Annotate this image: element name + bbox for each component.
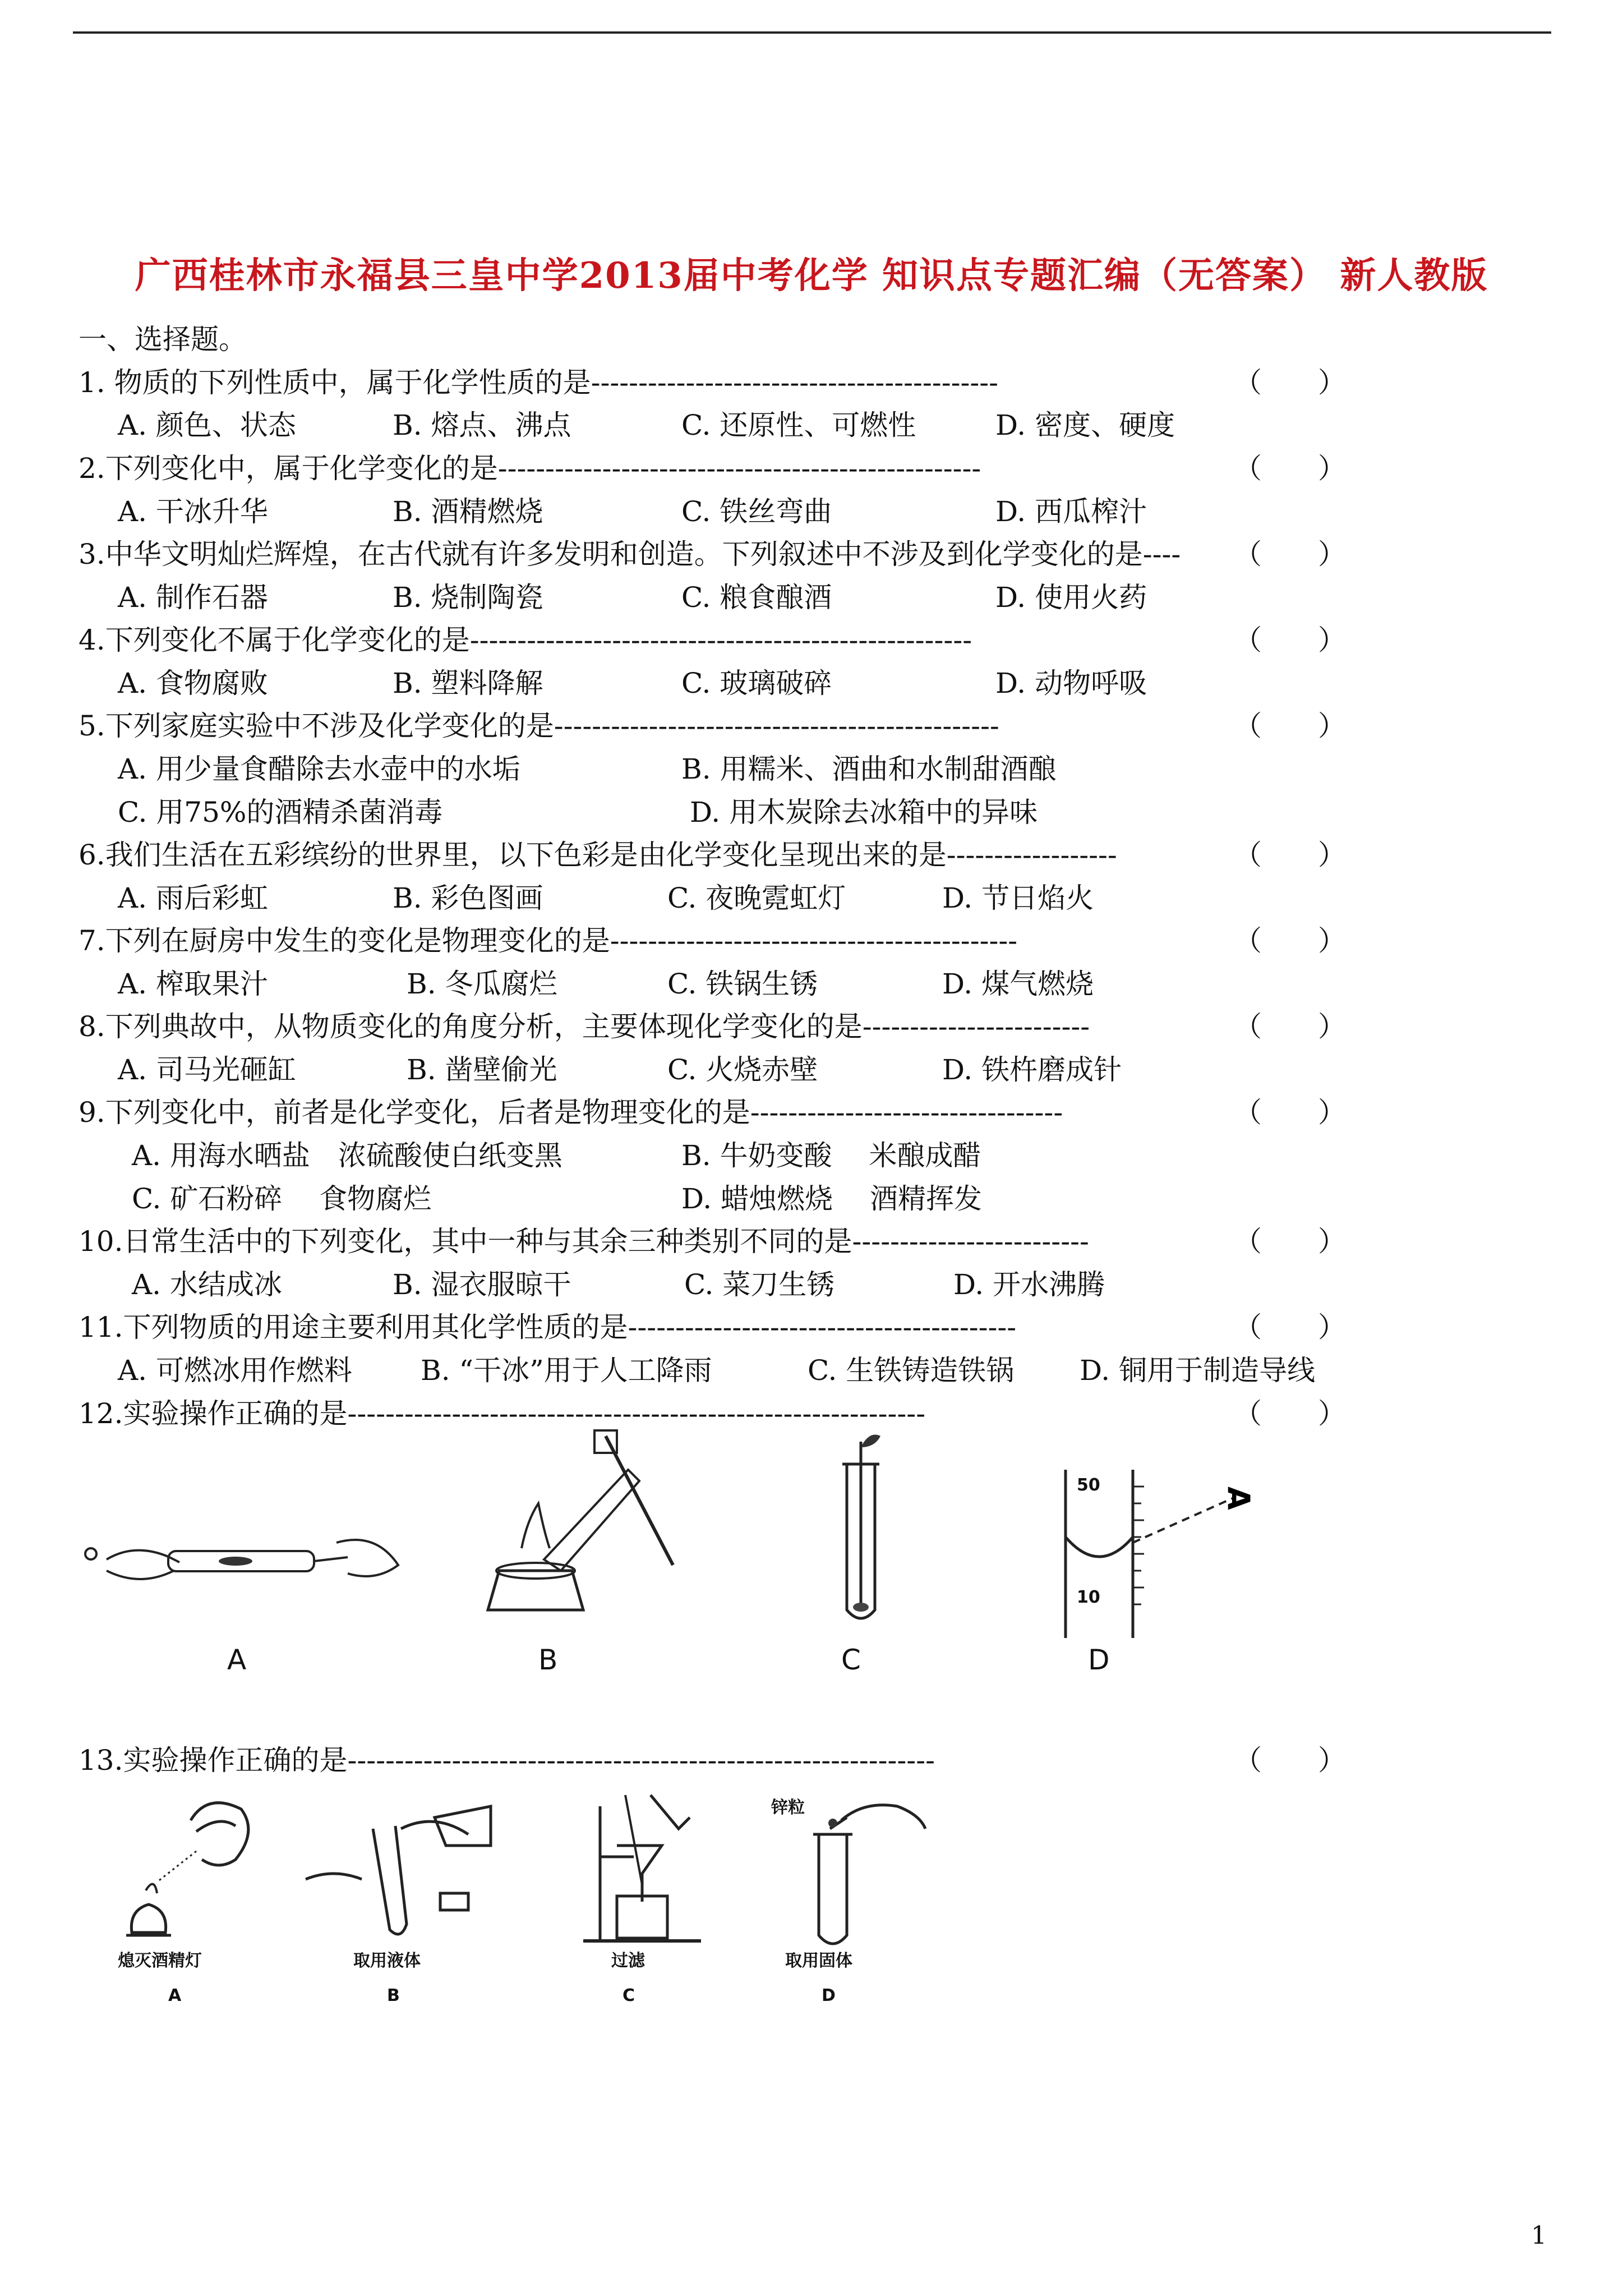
answer-paren-9[interactable]: （ ）	[1234, 1096, 1346, 1129]
q13-caption-c: 过滤	[611, 1951, 645, 1971]
svg-text:A: A	[1221, 1487, 1256, 1510]
q4-option-b: B. 塑料降解	[393, 667, 543, 700]
page-number: 1	[1531, 2221, 1547, 2250]
q2-option-c: C. 铁丝弯曲	[681, 495, 832, 528]
q5-option-d: D. 用木炭除去冰箱中的异味	[690, 796, 1038, 829]
q13-figure-a	[123, 1798, 269, 1963]
q13-label-a: A	[168, 1986, 182, 2005]
q10-option-d: D. 开水沸腾	[953, 1268, 1105, 1301]
q3-option-c: C. 粮食酿酒	[681, 581, 832, 614]
q2-option-b: B. 酒精燃烧	[393, 495, 543, 528]
q2-option-a: A. 干冰升华	[118, 495, 268, 528]
q13-caption-a: 熄灭酒精灯	[118, 1951, 202, 1971]
question-10: 10.日常生活中的下列变化，其中一种与其余三种类别不同的是-------------------------	[79, 1225, 1089, 1258]
q6-option-a: A. 雨后彩虹	[118, 882, 268, 914]
q13-figure-d	[785, 1789, 931, 1960]
answer-paren-2[interactable]: （ ）	[1234, 452, 1346, 485]
q9-option-d: D. 蜡烛燃烧 酒精挥发	[681, 1182, 982, 1215]
q6-option-b: B. 彩色图画	[393, 882, 543, 914]
question-3: 3.中华文明灿烂辉煌，在古代就有许多发明和创造。下列叙述中不涉及到化学变化的是----	[79, 538, 1181, 570]
question-2: 2.下列变化中，属于化学变化的是---------------------------------------------------	[79, 452, 981, 485]
answer-paren-1[interactable]: （ ）	[1234, 366, 1346, 399]
q13-figure-c	[578, 1795, 712, 1966]
question-9: 9.下列变化中，前者是化学变化，后者是物理变化的是---------------------------------	[79, 1096, 1063, 1129]
q5-option-a: A. 用少量食醋除去水壶中的水垢	[118, 753, 520, 785]
q8-option-d: D. 铁杵磨成针	[942, 1053, 1122, 1086]
answer-paren-5[interactable]: （ ）	[1234, 710, 1346, 742]
q11-option-b: B. “干冰”用于人工降雨	[421, 1354, 712, 1387]
answer-paren-12[interactable]: （ ）	[1234, 1397, 1346, 1430]
answer-paren-8[interactable]: （ ）	[1234, 1010, 1346, 1043]
q11-option-c: C. 生铁铸造铁锅	[808, 1354, 1015, 1387]
question-4: 4.下列变化不属于化学变化的是-----------------------------------------------------	[79, 624, 972, 656]
q4-option-a: A. 食物腐败	[118, 667, 268, 700]
q12-scale-top: 50	[1077, 1475, 1100, 1495]
q9-option-b: B. 牛奶变酸 米酿成醋	[681, 1139, 981, 1172]
q1-option-a: A. 颜色、状态	[118, 409, 296, 441]
answer-paren-4[interactable]: （ ）	[1234, 624, 1346, 656]
section-heading: 一、选择题。	[79, 323, 247, 356]
answer-paren-13[interactable]: （ ）	[1234, 1744, 1346, 1777]
q8-option-c: C. 火烧赤壁	[667, 1053, 818, 1086]
q13-caption-d: 取用固体	[785, 1951, 852, 1971]
q7-option-d: D. 煤气燃烧	[942, 968, 1094, 1000]
question-6: 6.我们生活在五彩缤纷的世界里，以下色彩是由化学变化呈现出来的是------------------	[79, 839, 1117, 871]
q12-figure-c	[808, 1430, 920, 1635]
q4-option-d: D. 动物呼吸	[995, 667, 1147, 700]
q1-option-d: D. 密度、硬度	[995, 409, 1175, 441]
q4-option-c: C. 玻璃破碎	[681, 667, 832, 700]
question-5: 5.下列家庭实验中不涉及化学变化的是-----------------------------------------------	[79, 710, 999, 742]
q12-scale-bottom: 10	[1077, 1588, 1100, 1607]
q13-figure-b	[306, 1795, 496, 1960]
q13-label-b: B	[387, 1986, 400, 2005]
q3-option-d: D. 使用火药	[995, 581, 1147, 614]
q12-figure-a	[84, 1458, 398, 1629]
q12-label-b: B	[538, 1644, 558, 1676]
q13-zinc-label: 锌粒	[771, 1798, 805, 1818]
answer-paren-7[interactable]: （ ）	[1234, 924, 1346, 957]
q10-option-a: A. 水结成冰	[132, 1268, 282, 1301]
answer-paren-6[interactable]: （ ）	[1234, 839, 1346, 871]
q12-label-c: C	[841, 1644, 861, 1676]
q7-option-c: C. 铁锅生锈	[667, 968, 818, 1000]
q11-option-a: A. 可燃冰用作燃料	[118, 1354, 352, 1387]
q13-caption-b: 取用液体	[353, 1951, 421, 1971]
q13-label-c: C	[623, 1986, 635, 2005]
question-12: 12.实验操作正确的是-------------------------------------------------------------	[79, 1397, 926, 1430]
q1-option-b: B. 熔点、沸点	[393, 409, 571, 441]
q6-option-d: D. 节日焰火	[942, 882, 1094, 914]
question-7: 7.下列在厨房中发生的变化是物理变化的是-------------------------------------------	[79, 924, 1018, 957]
q12-figure-b	[477, 1419, 701, 1629]
q13-label-d: D	[822, 1986, 836, 2005]
q3-option-a: A. 制作石器	[118, 581, 268, 614]
answer-paren-10[interactable]: （ ）	[1234, 1225, 1346, 1258]
q12-label-a: A	[227, 1644, 247, 1676]
question-11: 11.下列物质的用途主要利用其化学性质的是-----------------------------------------	[79, 1311, 1017, 1343]
q9-option-c: C. 矿石粉碎 食物腐烂	[132, 1182, 432, 1215]
q12-label-d: D	[1088, 1644, 1110, 1676]
q1-option-c: C. 还原性、可燃性	[681, 409, 916, 441]
q7-option-b: B. 冬瓜腐烂	[407, 968, 557, 1000]
page-title: 广西桂林市永福县三皇中学2013届中考化学 知识点专题汇编（无答案） 新人教版	[135, 255, 1488, 297]
question-8: 8.下列典故中，从物质变化的角度分析，主要体现化学变化的是------------------------	[79, 1010, 1090, 1043]
q7-option-a: A. 榨取果汁	[118, 968, 268, 1000]
q5-option-b: B. 用糯米、酒曲和水制甜酒酿	[681, 753, 1057, 785]
q2-option-d: D. 西瓜榨汁	[995, 495, 1147, 528]
q3-option-b: B. 烧制陶瓷	[393, 581, 543, 614]
q8-option-b: B. 凿壁偷光	[407, 1053, 557, 1086]
answer-paren-3[interactable]: （ ）	[1234, 538, 1346, 570]
q6-option-c: C. 夜晚霓虹灯	[667, 882, 846, 914]
q10-option-b: B. 湿衣服晾干	[393, 1268, 571, 1301]
q9-option-a: A. 用海水晒盐 浓硫酸使白纸变黑	[132, 1139, 562, 1172]
q5-option-c: C. 用75%的酒精杀菌消毒	[118, 796, 443, 829]
question-13: 13.实验操作正确的是--------------------------------------------------------------	[79, 1744, 935, 1777]
q10-option-c: C. 菜刀生锈	[684, 1268, 835, 1301]
q11-option-d: D. 铜用于制造导线	[1080, 1354, 1316, 1387]
header-rule	[73, 31, 1551, 34]
question-1: 1. 物质的下列性质中，属于化学性质的是-------------------------------------------	[79, 366, 999, 399]
q8-option-a: A. 司马光砸缸	[118, 1053, 296, 1086]
answer-paren-11[interactable]: （ ）	[1234, 1311, 1346, 1343]
